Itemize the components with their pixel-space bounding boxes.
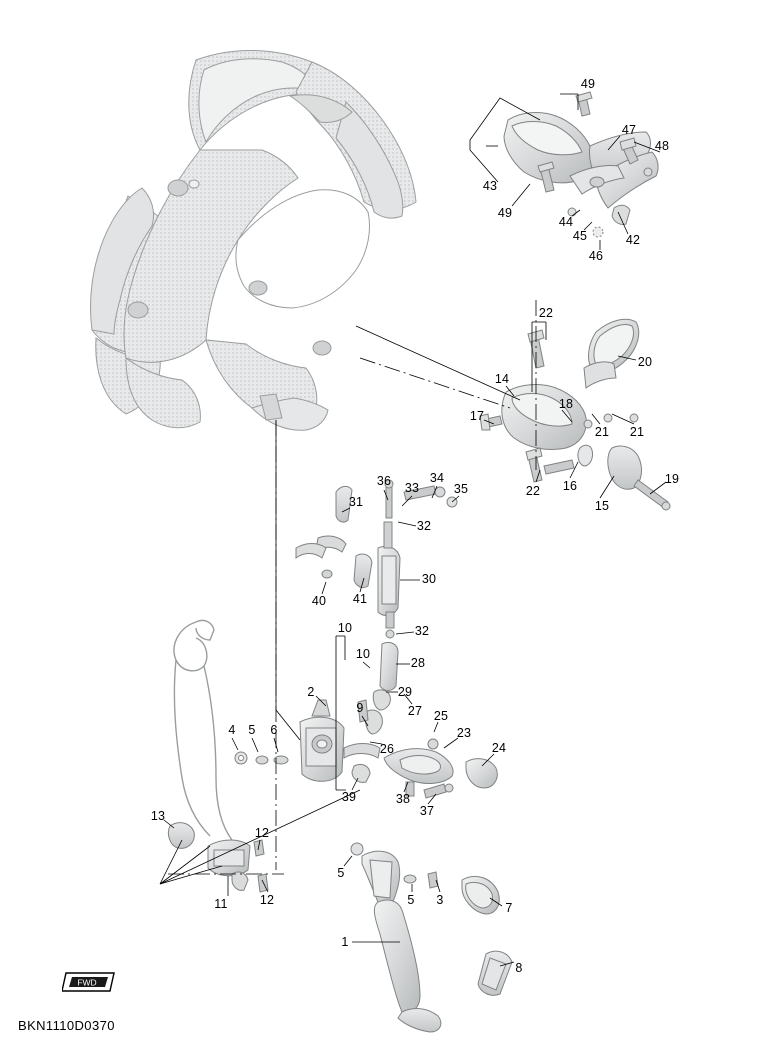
callout-label-40: 40 bbox=[311, 593, 327, 608]
callout-label-49: 49 bbox=[580, 76, 596, 91]
callout-label-5: 5 bbox=[248, 722, 256, 737]
callout-label-15: 15 bbox=[594, 498, 610, 513]
callout-label-39: 39 bbox=[341, 789, 357, 804]
callout-label-44: 44 bbox=[558, 214, 574, 229]
callout-label-35: 35 bbox=[453, 481, 469, 496]
callout-label-25: 25 bbox=[433, 708, 449, 723]
callout-label-23: 23 bbox=[456, 725, 472, 740]
callout-label-5: 5 bbox=[337, 865, 345, 880]
side-stand-assembly bbox=[351, 843, 512, 1032]
sensor-assembly bbox=[168, 823, 268, 892]
callout-label-11: 11 bbox=[214, 896, 228, 911]
callout-label-38: 38 bbox=[395, 791, 411, 806]
callout-label-21: 21 bbox=[629, 424, 645, 439]
callout-label-26: 26 bbox=[379, 741, 395, 756]
callout-label-28: 28 bbox=[410, 655, 426, 670]
callout-label-46: 46 bbox=[588, 248, 604, 263]
callout-label-32: 32 bbox=[416, 518, 432, 533]
callout-label-31: 31 bbox=[348, 494, 364, 509]
callout-label-10: 10 bbox=[355, 646, 371, 661]
callout-label-3: 3 bbox=[436, 892, 444, 907]
callout-label-42: 42 bbox=[625, 232, 641, 247]
callout-label-8: 8 bbox=[515, 960, 523, 975]
callout-label-7: 7 bbox=[505, 900, 513, 915]
callout-label-16: 16 bbox=[562, 478, 578, 493]
fwd-badge-label: FWD bbox=[77, 977, 97, 988]
callout-label-14: 14 bbox=[494, 371, 510, 386]
callout-label-27: 27 bbox=[407, 703, 423, 718]
callout-label-13: 13 bbox=[150, 808, 166, 823]
callout-label-10: 10 bbox=[337, 620, 353, 635]
callout-label-4: 4 bbox=[228, 722, 236, 737]
callout-label-33: 33 bbox=[404, 480, 420, 495]
brake-hose-assembly bbox=[174, 620, 232, 840]
callout-label-32: 32 bbox=[414, 623, 430, 638]
callout-label-49: 49 bbox=[497, 205, 513, 220]
fwd-direction-badge bbox=[62, 967, 118, 997]
callout-label-36: 36 bbox=[376, 473, 392, 488]
callout-label-6: 6 bbox=[270, 722, 278, 737]
callout-label-34: 34 bbox=[429, 470, 445, 485]
callout-label-48: 48 bbox=[654, 138, 670, 153]
callout-label-5: 5 bbox=[407, 892, 415, 907]
callout-label-9: 9 bbox=[356, 700, 364, 715]
callout-label-22: 22 bbox=[538, 305, 554, 320]
callout-label-43: 43 bbox=[482, 178, 498, 193]
callout-label-21: 21 bbox=[594, 424, 610, 439]
callout-label-2: 2 bbox=[307, 684, 315, 699]
callout-label-29: 29 bbox=[397, 684, 413, 699]
callout-label-19: 19 bbox=[664, 471, 680, 486]
callout-label-1: 1 bbox=[341, 934, 349, 949]
callout-label-12: 12 bbox=[254, 825, 270, 840]
frame-assembly bbox=[91, 50, 417, 430]
callout-label-30: 30 bbox=[421, 571, 437, 586]
part-number-label: BKN1110D0370 bbox=[18, 1018, 115, 1033]
callout-label-17: 17 bbox=[469, 408, 485, 423]
callout-label-20: 20 bbox=[637, 354, 653, 369]
callout-label-24: 24 bbox=[491, 740, 507, 755]
callout-label-37: 37 bbox=[419, 803, 435, 818]
callout-label-18: 18 bbox=[558, 396, 574, 411]
callout-label-22: 22 bbox=[525, 483, 541, 498]
callout-label-41: 41 bbox=[352, 591, 368, 606]
footrest-bracket-assembly-top bbox=[504, 92, 658, 237]
callout-label-45: 45 bbox=[572, 228, 588, 243]
callout-label-12: 12 bbox=[259, 892, 275, 907]
callout-label-47: 47 bbox=[621, 122, 637, 137]
long-leader-frame-to-lever bbox=[160, 326, 520, 884]
